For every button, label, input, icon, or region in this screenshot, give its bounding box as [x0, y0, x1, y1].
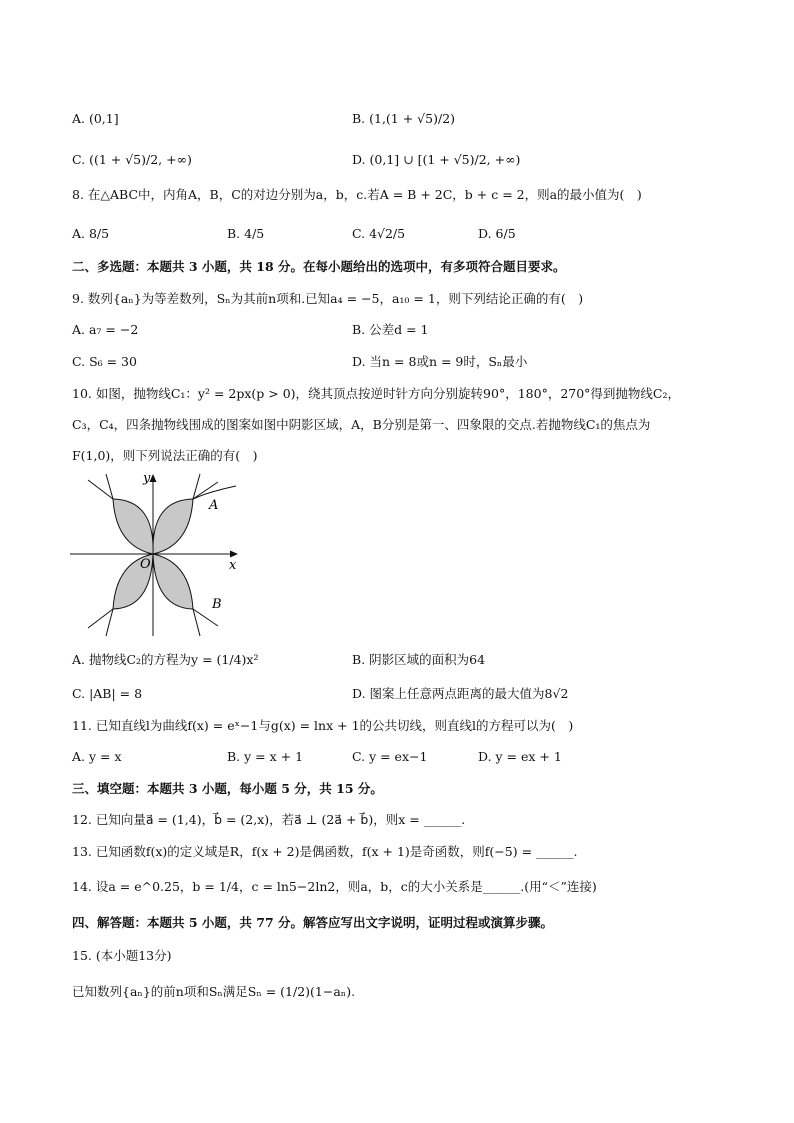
q14-stem: 14. 设a = e^0.25，b = 1/4，c = ln5−2ln2，则a，b，c的大小关系是______.(用“＜”连接): [72, 879, 597, 894]
q8-option-b: B. 4/5: [227, 226, 265, 241]
petal-quadrant-4: [153, 554, 193, 609]
x-axis-arrow: [230, 551, 238, 558]
q9-stem: 9. 数列{aₙ}为等差数列，Sₙ为其前n项和.已知a₄ = −5，a₁₀ = 1，则下列结论正确的有( ): [72, 291, 584, 306]
petal-quadrant-2: [113, 499, 153, 554]
q13-stem: 13. 已知函数f(x)的定义域是R，f(x + 2)是偶函数，f(x + 1)是奇函数，则f(−5) = ______.: [72, 844, 578, 859]
section-3-heading: 三、填空题：本题共 3 小题，每小题 5 分，共 15 分。: [72, 781, 383, 796]
q15-stem: 已知数列{aₙ}的前n项和Sₙ满足Sₙ = (1/2)(1−aₙ).: [72, 984, 356, 999]
q8-option-c: C. 4√2/5: [352, 226, 406, 241]
q11-option-d: D. y = ex + 1: [478, 749, 562, 764]
q11-option-b: B. y = x + 1: [227, 749, 304, 764]
q10-stem-line-2: C₃，C₄，四条抛物线围成的图案如图中阴影区域，A，B分别是第一、四象限的交点.若抛物线C₁的焦点为: [72, 417, 651, 432]
label-point-a: A: [209, 498, 219, 513]
q11-option-c: C. y = ex−1: [352, 749, 428, 764]
section-4-heading: 四、解答题：本题共 5 小题，共 77 分。解答应写出文字说明，证明过程或演算步骤。: [72, 915, 554, 930]
parabola-tail-b2: [106, 474, 113, 499]
q10-stem-line-3: F(1,0)，则下列说法正确的有( ): [72, 448, 258, 463]
q9-option-c: C. S₆ = 30: [72, 354, 137, 369]
q10-option-a: A. 抛物线C₂的方程为y = (1/4)x²: [72, 652, 259, 667]
label-point-b: B: [212, 597, 222, 612]
petal-quadrant-1: [153, 499, 193, 554]
q12-stem: 12. 已知向量a⃗ = (1,4)，b⃗ = (2,x)，若a⃗ ⊥ (2a⃗ + b⃗)，则x = ______.: [72, 812, 466, 827]
q7-option-b: B. (1,(1 + √5)/2): [352, 111, 456, 126]
label-origin: O: [140, 557, 151, 572]
q7-option-d: D. (0,1] ∪ [(1 + √5)/2, +∞): [352, 152, 521, 167]
q15-heading: 15. (本小题13分): [72, 948, 172, 963]
q7-option-a: A. (0,1]: [72, 111, 119, 126]
q9-option-b: B. 公差d = 1: [352, 322, 429, 337]
q8-option-d: D. 6/5: [478, 226, 516, 241]
label-x: x: [229, 558, 237, 573]
y-axis-arrow: [150, 474, 157, 482]
q8-option-a: A. 8/5: [72, 226, 110, 241]
q7-option-c: C. ((1 + √5)/2, +∞): [72, 152, 192, 167]
q8-stem: 8. 在△ABC中，内角A，B，C的对边分别为a，b，c.若A = B + 2C，b + c = 2，则a的最小值为( ): [72, 187, 642, 202]
q9-option-d: D. 当n = 8或n = 9时，Sₙ最小: [352, 354, 528, 369]
section-2-heading: 二、多选题：本题共 3 小题，共 18 分。在每小题给出的选项中，有多项符合题目要求。: [72, 259, 566, 274]
parabola-figure: [68, 470, 244, 640]
q10-option-b: B. 阴影区域的面积为64: [352, 652, 486, 667]
q11-stem: 11. 已知直线l为曲线f(x) = eˣ−1与g(x) = lnx + 1的公共切线，则直线l的方程可以为( ): [72, 718, 574, 733]
q10-option-d: D. 图案上任意两点距离的最大值为8√2: [352, 686, 569, 701]
parabola-tail-b1: [88, 480, 113, 499]
q11-option-a: A. y = x: [72, 749, 122, 764]
q10-stem-line-1: 10. 如图，抛物线C₁：y² = 2px(p > 0)，绕其顶点按逆时针方向分别旋转90°，180°，270°得到抛物线C₂，: [72, 386, 681, 401]
q10-option-c: C. |AB| = 8: [72, 686, 143, 701]
label-y: y: [143, 471, 151, 486]
q9-option-a: A. a₇ = −2: [72, 322, 139, 337]
